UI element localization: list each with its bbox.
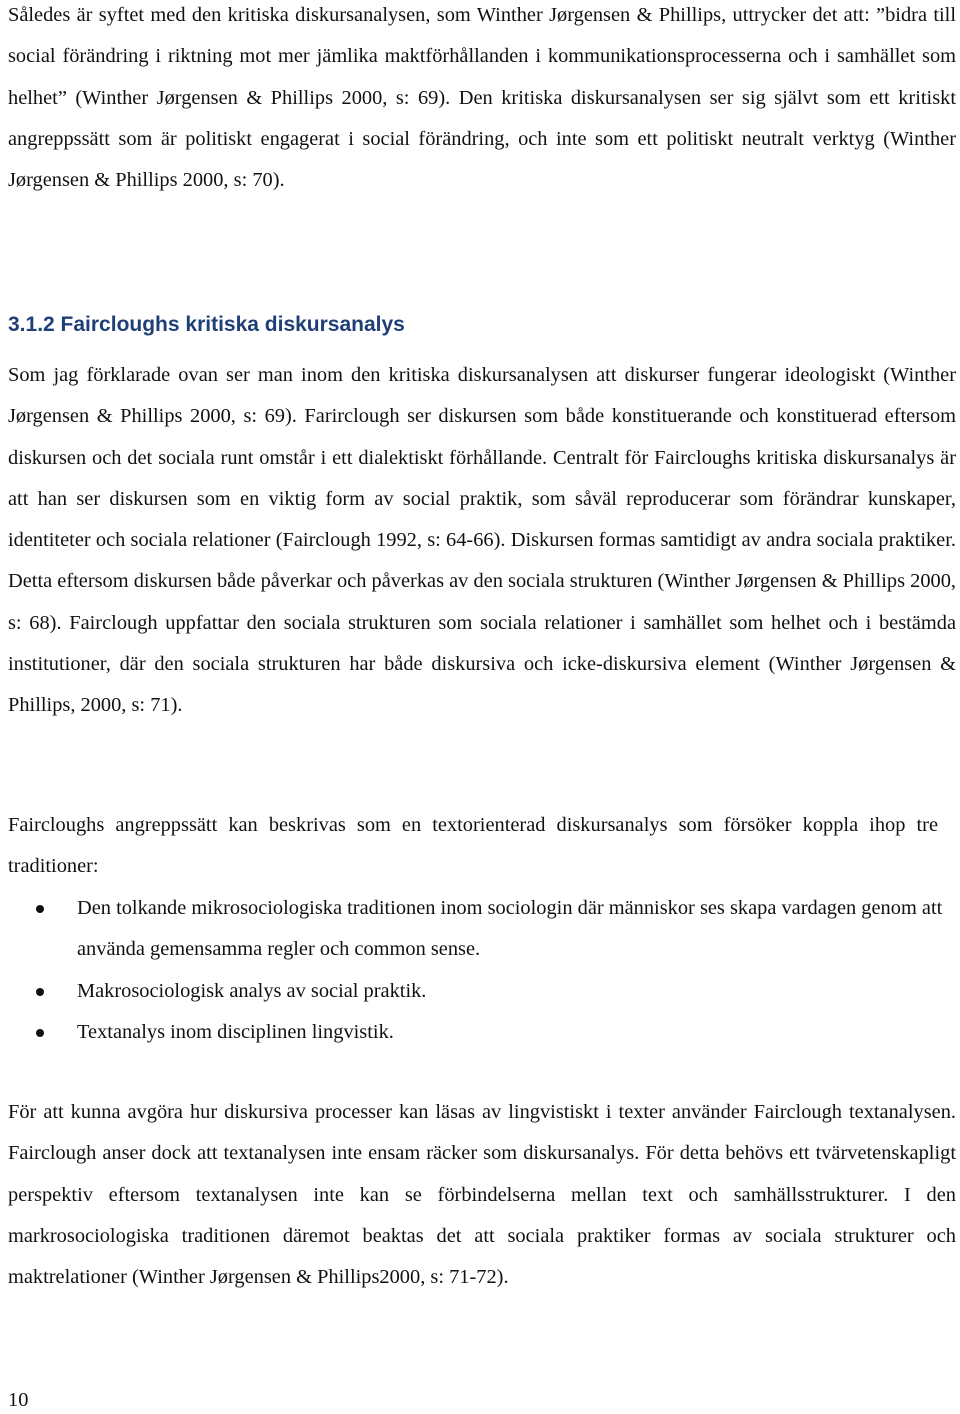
bullet-icon [36, 988, 44, 996]
bullet-icon [36, 905, 44, 913]
list-item [8, 888, 948, 971]
page-number: 10 [8, 1389, 29, 1411]
paragraph-intro: Således är syftet med den kritiska diskursanalysen, som Winther Jørgensen & Phillips, uttrycker det att: ”bidra till social förändring i riktning mot mer jämlika maktförhållanden i kommunikationsprocesserna och i samhället som helhet” (Winther Jørgensen & Phillips 2000, s: 69). Den kritiska diskursanalysen ser sig självt som ett kritiskt angreppssätt som är politiskt engagerat i social förändring, och inte som ett politiskt neutralt verktyg (Winther Jørgensen & Phillips 2000, s: 70). [8, 4, 956, 192]
paragraph-traditions-intro: Faircloughs angreppssätt kan beskrivas som en textorienterad diskursanalys som försöker koppla ihop tre traditioner: [8, 814, 938, 878]
list-item-text: Textanalys inom disciplinen lingvistik. [77, 1020, 394, 1043]
section-heading: 3.1.2 Faircloughs kritiska diskursanalys [8, 313, 405, 336]
list-item-text: Makrosociologisk analys av social praktik. [77, 979, 427, 1002]
traditions-list [8, 888, 948, 1053]
list-item [8, 1012, 948, 1053]
bullet-icon [36, 1029, 44, 1037]
paragraph-textanalysis: För att kunna avgöra hur diskursiva processer kan läsas av lingvistiskt i texter använder Fairclough textanalysen. Fairclough anser dock att textanalysen inte ensam räcker som diskursanalys. För detta behövs ett tvärvetenskapligt perspektiv eftersom textanalysen inte kan se förbindelserna mellan text och samhällsstrukturer. I den markrosociologiska traditionen däremot beaktas det att sociala praktiker formas av sociala strukturer och maktrelationer (Winther Jørgensen & Phillips2000, s: 71-72). [8, 1101, 956, 1289]
list-item [8, 971, 948, 1012]
list-item-text: Den tolkande mikrosociologiska traditionen inom sociologin där människor ses skapa vardagen genom att använda gemensamma regler och common sense. [77, 897, 943, 961]
paragraph-fairclough-discourse: Som jag förklarade ovan ser man inom den kritiska diskursanalysen att diskurser fungerar ideologiskt (Winther Jørgensen & Phillips 2000, s: 69). Farirclough ser diskursen som både konstituerande och konstituerad eftersom diskursen och det sociala runt omstår i ett dialektiskt förhållande. Centralt för Faircloughs kritiska diskursanalys är att han ser diskursen som en viktig form av social praktik, som såväl reproducerar som förändrar kunskaper, identiteter och sociala relationer (Fairclough 1992, s: 64-66). Diskursen formas samtidigt av andra sociala praktiker. Detta eftersom diskursen både påverkar och påverkas av den sociala strukturen (Winther Jørgensen & Phillips 2000, s: 68). Fairclough uppfattar den sociala strukturen som sociala relationer i samhället som helhet och i bestämda institutioner, där den sociala strukturen har både diskursiva och icke-diskursiva element (Winther Jørgensen & Phillips, 2000, s: 71). [8, 364, 956, 717]
